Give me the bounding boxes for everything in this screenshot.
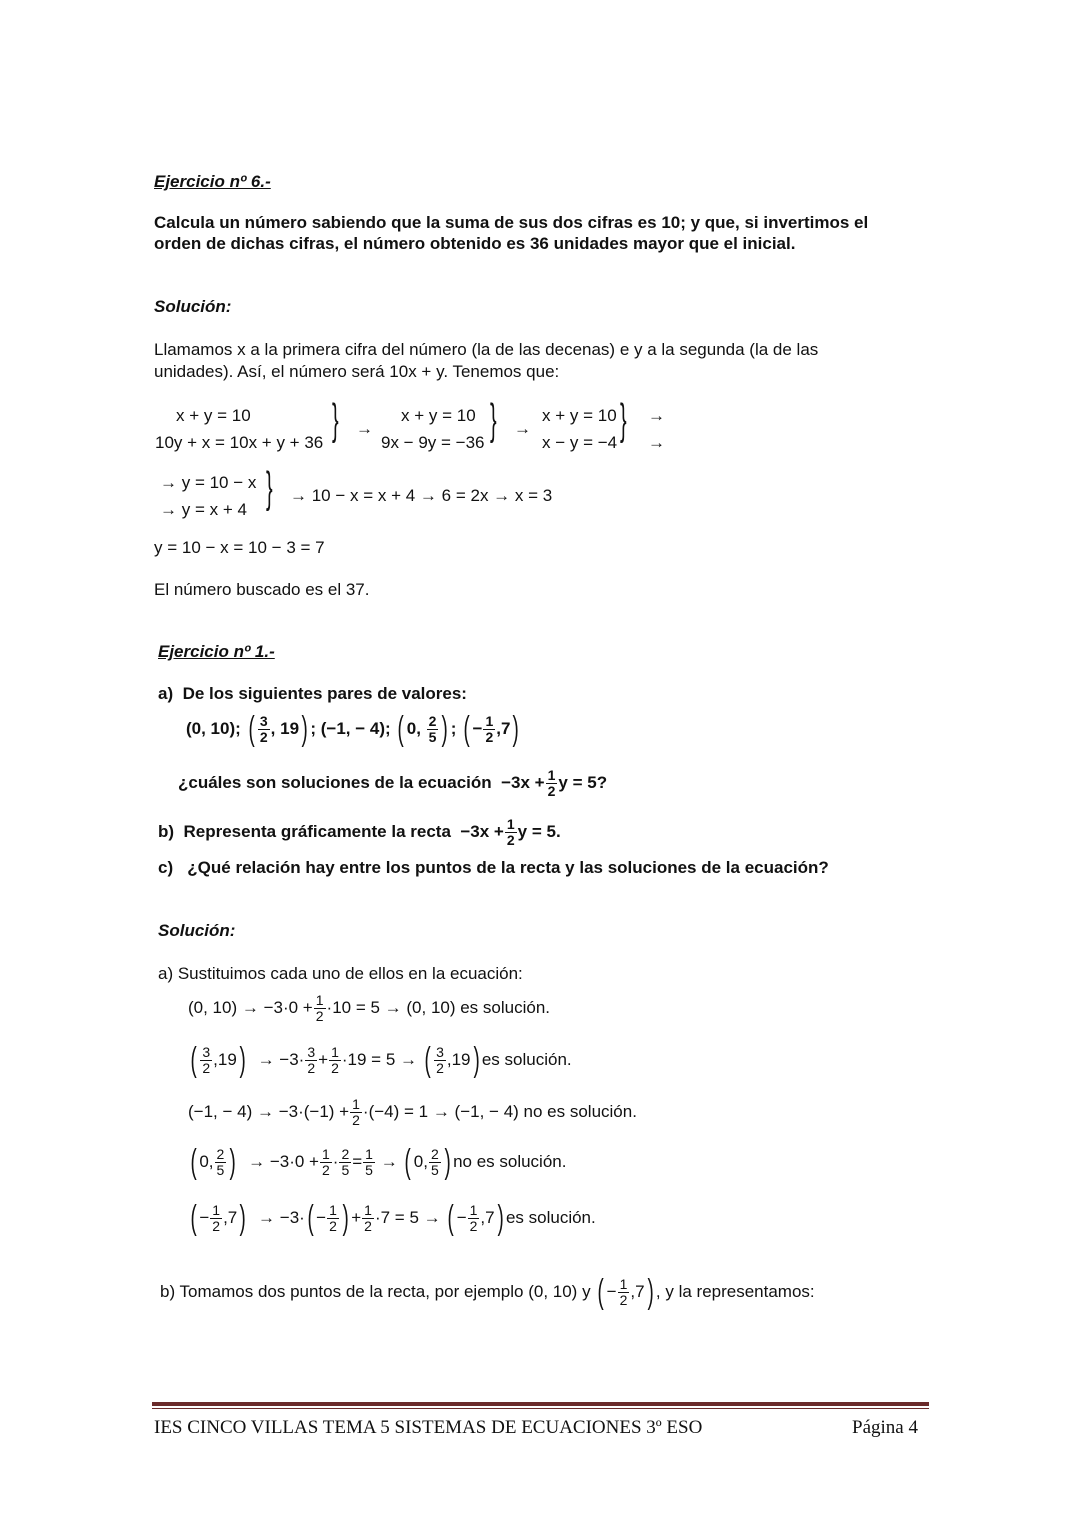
footer-rule-thin xyxy=(152,1408,929,1409)
arrow-4: → xyxy=(648,433,665,452)
sub-eq1: → y = 10 − x xyxy=(160,473,257,492)
frac-2-5: $\frac{2}{5}$ xyxy=(428,712,437,745)
pair-4-x: 0, xyxy=(406,719,421,738)
ex6-solution-heading: Solución: xyxy=(154,297,232,316)
ex6-conclusion: El número buscado es el 37. xyxy=(154,580,370,599)
footer-rule-thick xyxy=(152,1402,929,1406)
pair-1: (0, 10); xyxy=(186,719,241,738)
pair-3: (−1, − 4); xyxy=(320,719,391,738)
ex1-a-text: De los siguientes pares de valores: xyxy=(182,684,467,703)
ex1-b-label: b) xyxy=(158,822,175,841)
sys3-eq1: x + y = 10 xyxy=(542,406,617,425)
ex6-intro-line2: unidades). Así, el número será 10x + y. Tenemos que: xyxy=(154,362,560,381)
question-text: ¿cuáles son soluciones de la ecuación xyxy=(178,773,492,792)
ex6-intro-line1: Llamamos x a la primera cifra del número (la de las decenas) e y a la segunda (la de las xyxy=(154,340,819,359)
ex1-c-label: c) xyxy=(158,858,174,877)
ex6-heading: Ejercicio nº 6.- xyxy=(154,172,271,191)
sol-row-3: (−1, − 4) → −3·(−1) + $\frac{1}{2}$ ·(−4) = 1 → (−1, − 4) no es solución. xyxy=(188,1095,637,1128)
arrow-1: → xyxy=(356,419,373,438)
y-result: y = 10 − x = 10 − 3 = 7 xyxy=(154,538,325,557)
frac-1-2: $\frac{1}{2}$ xyxy=(485,712,494,745)
sys1-eq1: x + y = 10 xyxy=(176,406,251,425)
ex1-c-line xyxy=(158,858,829,878)
sub-result: → 10 − x = x + 4 → 6 = 2x → x = 3 xyxy=(290,486,553,505)
sol-row-2: ( $\frac{3}{2}$ , 19 ) → −3· $\frac{3}{2}$ + $\frac{1}{2}$ ·19 = 5 → ( $\frac{3}{2}$ , 19 ) es solución. xyxy=(190,1041,572,1079)
ex1-pairs: (0, 10); ( $\frac{3}{2}$ , 19 ) ; (−1, − 4); ( 0, $\frac{2}{5}$ ) ; ( − $\frac{1}{2}$ , 7 ) xyxy=(186,710,520,748)
frac-3-2: $\frac{3}{2}$ xyxy=(259,712,268,745)
arrow-2: → xyxy=(514,419,531,438)
ex1-solution-heading: Solución: xyxy=(158,921,236,940)
ex1-b-line: b) Representa gráficamente la recta −3x + $\frac{1}{2}$ y = 5. xyxy=(158,815,561,848)
sol-row-5: ( − $\frac{1}{2}$ , 7 ) → −3· ( − $\frac{1}{2}$ ) + $\frac{1}{2}$ ·7 = 5 → ( − $\frac{1}{2}$ , 7 ) es solución. xyxy=(190,1199,596,1237)
ex1-heading: Ejercicio nº 1.- xyxy=(158,642,275,661)
ex1-a-label: a) xyxy=(158,684,174,703)
ex6-statement-line1: Calcula un número sabiendo que la suma de sus dos cifras es 10; y que, si invertimos el xyxy=(154,213,869,232)
ex1-sol-a: a) Sustituimos cada uno de ellos en la ecuación: xyxy=(158,964,523,983)
ex1-c-text: ¿Qué relación hay entre los puntos de la recta y las soluciones de la ecuación? xyxy=(187,858,829,877)
sys2-brace: } xyxy=(490,395,497,444)
sys1-eq2: 10y + x = 10x + y + 36 xyxy=(155,433,324,452)
sub-eq2: → y = x + 4 xyxy=(160,500,247,519)
page-number: Página 4 xyxy=(852,1417,918,1438)
sol-row-1: (0, 10) → −3·0 + $\frac{1}{2}$ ·10 = 5 → (0, 10) es solución. xyxy=(188,991,551,1024)
sys2-eq2: 9x − 9y = −36 xyxy=(381,433,485,452)
ex1-a-line xyxy=(158,684,467,704)
ex1-b-text: Representa gráficamente la recta xyxy=(183,822,451,841)
ex6-statement-line2: orden de dichas cifras, el número obtenido es 36 unidades mayor que el inicial. xyxy=(154,234,796,253)
sol-b: b) Tomamos dos puntos de la recta, por ejemplo (0, 10) y ( − $\frac{1}{2}$ , 7 ) , y la representamos: xyxy=(160,1273,815,1311)
pair-2-y: 19 xyxy=(280,719,300,738)
sol-row-4: ( 0, $\frac{2}{5}$ ) → −3·0 + $\frac{1}{2}$ · $\frac{2}{5}$ = $\frac{1}{5}$ → ( 0, $\frac{2}{5}$ ) no es solución. xyxy=(190,1143,567,1181)
sys3-brace: } xyxy=(620,395,627,444)
ex1-question: ¿cuáles son soluciones de la ecuación −3x + $\frac{1}{2}$ y = 5? xyxy=(178,766,608,799)
sys3-eq2: x − y = −4 xyxy=(542,433,618,452)
arrow-3: → xyxy=(648,406,665,425)
sys1-brace: } xyxy=(332,395,339,444)
sys2-eq1: x + y = 10 xyxy=(401,406,476,425)
footer-title: IES CINCO VILLAS TEMA 5 SISTEMAS DE ECUACIONES 3º ESO xyxy=(154,1417,703,1438)
pair-5-y: 7 xyxy=(500,719,511,738)
sub-brace: } xyxy=(266,463,273,512)
